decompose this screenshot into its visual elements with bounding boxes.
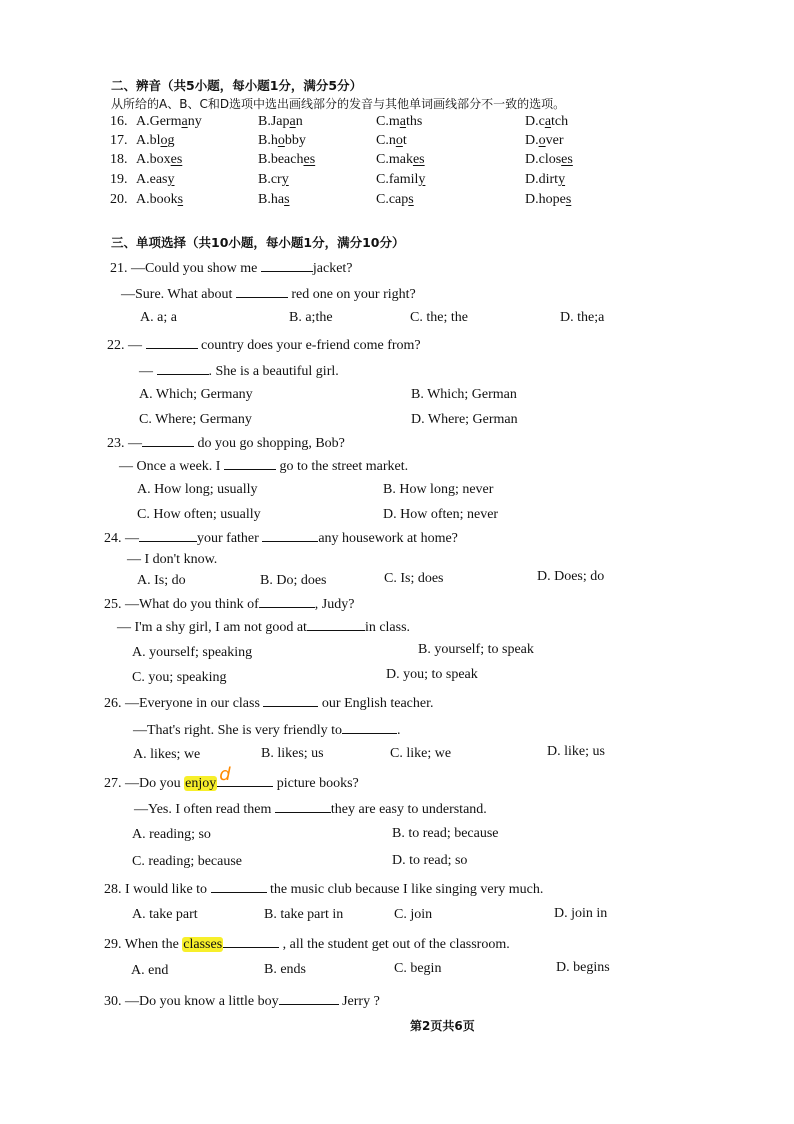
option-24-a[interactable]: A. Is; do	[137, 573, 186, 588]
question-30-line1: 30. —Do you know a little boy Jerry ?	[104, 994, 380, 1009]
option-text: D.	[525, 133, 539, 148]
option-28-b[interactable]: B. take part in	[264, 907, 344, 922]
option-29-a[interactable]: A. end	[131, 963, 169, 978]
option-27-d[interactable]: D. to read; so	[392, 853, 468, 868]
option-text: C.mak	[376, 152, 413, 167]
option-text: D.c	[525, 114, 545, 129]
phonetics-option-a[interactable]	[136, 114, 202, 130]
question-29-line1: 29. When the classes , all the student get out of the classroom.	[104, 937, 510, 952]
option-23-d[interactable]: D. How often; never	[383, 507, 499, 522]
phonetics-option-b[interactable]	[258, 114, 303, 130]
option-24-b[interactable]: B. Do; does	[260, 573, 327, 588]
option-text: A.box	[136, 152, 171, 167]
page-number: 第2页共6页	[410, 1019, 475, 1033]
option-25-b[interactable]: B. yourself; to speak	[418, 642, 534, 657]
option-27-c[interactable]: C. reading; because	[132, 854, 243, 869]
answer-blank[interactable]	[157, 362, 209, 375]
underlined-part: y	[558, 172, 566, 187]
phonetics-option-d[interactable]	[525, 152, 573, 168]
answer-blank[interactable]	[236, 285, 288, 298]
option-text: A.Germ	[136, 114, 182, 129]
option-21-a[interactable]: A. a; a	[140, 310, 177, 325]
phonetics-option-b[interactable]	[258, 172, 289, 188]
question-21-line2: —Sure. What about red one on your right?	[121, 287, 416, 302]
answer-blank[interactable]	[261, 259, 313, 272]
option-22-a[interactable]: A. Which; Germany	[139, 387, 253, 402]
option-23-c[interactable]: C. How often; usually	[137, 507, 261, 522]
answer-blank[interactable]	[217, 764, 273, 787]
phonetics-row-number: 17.	[110, 133, 128, 148]
underlined-part: es	[561, 152, 573, 167]
option-text: g	[167, 133, 175, 148]
underlined-part: a	[544, 114, 552, 129]
phonetics-row-number: 16.	[110, 114, 128, 129]
answer-blank[interactable]	[259, 595, 315, 608]
highlighted-word: classes	[183, 937, 223, 952]
question-25-line1: 25. —What do you think of , Judy?	[104, 597, 355, 612]
option-24-d[interactable]: D. Does; do	[537, 569, 605, 584]
answer-blank[interactable]	[342, 721, 397, 734]
option-text: ny	[187, 114, 202, 129]
answer-blank[interactable]	[307, 618, 365, 631]
question-24-line1: 24. — your father any housework at home?	[104, 531, 458, 546]
option-22-d[interactable]: D. Where; German	[411, 412, 518, 427]
option-28-c[interactable]: C. join	[394, 907, 433, 922]
phonetics-option-b[interactable]	[258, 152, 315, 168]
option-text: A.bl	[136, 133, 161, 148]
option-21-b[interactable]: B. a;the	[289, 310, 333, 325]
option-29-c[interactable]: C. begin	[394, 961, 442, 976]
answer-blank[interactable]	[139, 529, 197, 542]
section-header-phonetics: 二、辨音（共5小题，每小题1分，满分5分）	[111, 78, 363, 93]
underlined-part: o	[395, 133, 403, 148]
option-text: ths	[405, 114, 423, 129]
phonetics-option-a[interactable]	[136, 152, 182, 168]
answer-blank[interactable]	[146, 336, 198, 349]
option-text: D.clos	[525, 152, 562, 167]
underlined-part: s	[284, 192, 290, 207]
question-23-line1: 23. — do you go shopping, Bob?	[107, 436, 345, 451]
option-25-d[interactable]: D. you; to speak	[386, 667, 478, 682]
underlined-part: y	[167, 172, 175, 187]
option-text: B.ha	[258, 192, 285, 207]
option-text: B.h	[258, 133, 278, 148]
option-text: B.cr	[258, 172, 282, 187]
phonetics-option-b[interactable]	[258, 133, 306, 149]
option-text: D.dirt	[525, 172, 559, 187]
section-instruction-phonetics: 从所给的A、B、C和D选项中选出画线部分的发音与其他单词画线部分不一致的选项。	[111, 97, 566, 111]
underlined-part: o	[538, 133, 546, 148]
underlined-part: o	[277, 133, 285, 148]
question-26-line2: —That's right. She is very friendly to .	[133, 723, 401, 738]
option-text: ver	[545, 133, 564, 148]
option-text: C.cap	[376, 192, 409, 207]
phonetics-option-c[interactable]	[376, 172, 425, 188]
option-29-b[interactable]: B. ends	[264, 962, 306, 977]
answer-blank[interactable]	[263, 694, 318, 707]
phonetics-option-b[interactable]	[258, 192, 290, 208]
answer-blank[interactable]	[279, 992, 339, 1005]
underlined-part: s	[177, 192, 184, 207]
phonetics-option-c[interactable]	[376, 152, 425, 168]
option-28-a[interactable]: A. take part	[132, 907, 198, 922]
underlined-part: s	[565, 192, 572, 207]
option-23-a[interactable]: A. How long; usually	[137, 482, 258, 497]
option-24-c[interactable]: C. Is; does	[384, 571, 444, 586]
answer-blank[interactable]	[262, 529, 318, 542]
phonetics-option-d[interactable]	[525, 192, 571, 208]
answer-blank[interactable]	[223, 935, 279, 948]
option-text: A.book	[136, 192, 178, 207]
answer-blank[interactable]	[224, 457, 276, 470]
option-29-d[interactable]: D. begins	[556, 960, 610, 975]
question-25-line2: — I'm a shy girl, I am not good at in class.	[117, 620, 411, 635]
option-text: D.hope	[525, 192, 566, 207]
underlined-part: es	[412, 152, 425, 167]
phonetics-option-c[interactable]	[376, 114, 422, 130]
option-22-c[interactable]: C. Where; Germany	[139, 412, 252, 427]
question-24-line2: — I don't know.	[127, 552, 218, 567]
option-text: C.m	[376, 114, 400, 129]
phonetics-option-c[interactable]	[376, 133, 407, 149]
underlined-part: a	[399, 114, 406, 129]
option-27-a[interactable]: A. reading; so	[132, 827, 211, 842]
option-23-b[interactable]: B. How long; never	[383, 482, 494, 497]
underlined-part: es	[170, 152, 183, 167]
phonetics-option-d[interactable]	[525, 114, 568, 130]
option-22-b[interactable]: B. Which; German	[411, 387, 517, 402]
phonetics-row-number: 18.	[110, 152, 128, 167]
option-21-c[interactable]: C. the; the	[410, 310, 468, 325]
answer-blank[interactable]	[275, 800, 331, 813]
option-text: B.beach	[258, 152, 304, 167]
option-25-c[interactable]: C. you; speaking	[132, 670, 227, 685]
option-26-a[interactable]: A. likes; we	[133, 747, 201, 762]
section-header-choice: 三、单项选择（共10小题，每小题1分，满分10分）	[111, 235, 405, 250]
question-27-line1: 27. —Do you enjoy d picture books?	[104, 764, 359, 791]
option-27-b[interactable]: B. to read; because	[392, 826, 499, 841]
handwritten-mark: d	[219, 764, 231, 785]
option-26-c[interactable]: C. like; we	[390, 746, 452, 761]
underlined-part: s	[408, 192, 414, 207]
phonetics-option-a[interactable]	[136, 172, 175, 188]
phonetics-option-c[interactable]	[376, 192, 414, 208]
option-text: C.n	[376, 133, 396, 148]
option-28-d[interactable]: D. join in	[554, 906, 608, 921]
underlined-part: y	[418, 172, 426, 187]
option-25-a[interactable]: A. yourself; speaking	[132, 645, 253, 660]
phonetics-option-a[interactable]	[136, 133, 175, 149]
option-26-d[interactable]: D. like; us	[547, 744, 605, 759]
underlined-part: a	[289, 114, 296, 129]
question-23-line2: — Once a week. I go to the street market.	[119, 459, 409, 474]
option-text: B.Jap	[258, 114, 290, 129]
phonetics-row-number: 19.	[110, 172, 128, 187]
option-text: A.eas	[136, 172, 168, 187]
underlined-part: o	[160, 133, 168, 148]
option-26-b[interactable]: B. likes; us	[261, 746, 324, 761]
underlined-part: es	[303, 152, 316, 167]
answer-blank[interactable]	[211, 880, 267, 893]
underlined-part: y	[281, 172, 289, 187]
question-22-line1: 22. — country does your e-friend come from?	[107, 338, 421, 353]
option-text: t	[402, 133, 407, 148]
option-text: n	[295, 114, 303, 129]
option-21-d[interactable]: D. the;a	[560, 310, 605, 325]
option-text: C.famil	[376, 172, 419, 187]
phonetics-row-number: 20.	[110, 192, 128, 207]
phonetics-option-d[interactable]	[525, 133, 564, 149]
option-text: bby	[284, 133, 306, 148]
phonetics-option-d[interactable]	[525, 172, 565, 188]
question-22-line2: — . She is a beautiful girl.	[139, 364, 339, 379]
question-26-line1: 26. —Everyone in our class our English teacher.	[104, 696, 434, 711]
answer-blank[interactable]	[142, 434, 194, 447]
underlined-part: a	[181, 114, 188, 129]
question-21-line1: 21. —Could you show me jacket?	[110, 261, 353, 276]
option-text: tch	[551, 114, 569, 129]
phonetics-option-a[interactable]	[136, 192, 183, 208]
question-27-line2: —Yes. I often read them they are easy to understand.	[134, 802, 487, 817]
highlighted-word: enjoy	[185, 776, 217, 791]
question-28-line1: 28. I would like to the music club because I like singing very much.	[104, 882, 544, 897]
